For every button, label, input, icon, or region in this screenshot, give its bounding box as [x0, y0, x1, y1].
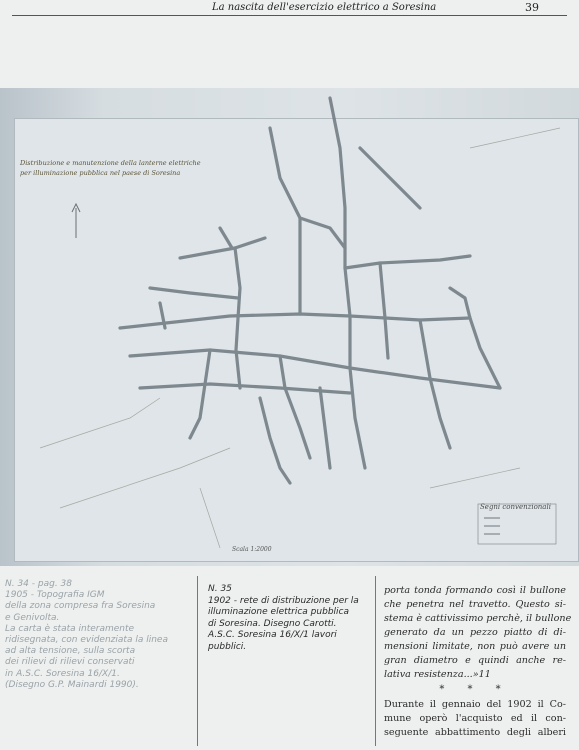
street: [120, 314, 470, 328]
caption-line: N. 34 - pag. 38: [5, 579, 72, 589]
caption-line: dei rilievi di rilievi conservati: [5, 657, 135, 668]
street: [270, 128, 300, 314]
street: [150, 288, 238, 298]
street: [320, 388, 330, 468]
text-line: gran diametro e quindi anche re-: [384, 655, 566, 666]
text-line: mune operò l'acquisto ed il con-: [384, 713, 566, 724]
text-line: generato da un pezzo piatto di di-: [384, 627, 566, 638]
text-line: seguente abbattimento degli alberi: [384, 727, 566, 738]
map-scale-note: Scala 1:2000: [232, 546, 272, 553]
text-line: mensioni limitate, non può avere un: [384, 641, 566, 652]
caption-line: e Genivolta.: [5, 612, 60, 623]
street: [330, 98, 365, 468]
street: [280, 356, 310, 458]
street: [420, 320, 450, 448]
text-line: Durante il gennaio del 1902 il Co-: [384, 699, 566, 710]
street: [470, 318, 500, 388]
caption-line: 1902 - rete di distribuzione per la: [208, 595, 359, 606]
running-header: [0, 0, 579, 22]
text-line: che penetra nel travetto. Questo si-: [384, 599, 566, 610]
street: [345, 256, 470, 268]
text-line: lativa resistenza...»11: [384, 669, 491, 680]
street: [450, 288, 470, 318]
boundary-line: [430, 468, 520, 488]
caption-line: della zona compresa fra Soresina: [5, 601, 156, 612]
street: [300, 218, 345, 248]
caption-line: 1905 - Topografia IGM: [5, 590, 105, 601]
column-rule: [197, 576, 198, 746]
map-legend-title: Segni convenzionali: [480, 503, 551, 511]
figure-caption-34: [5, 579, 185, 691]
caption-line: (Disegno G.P. Mainardi 1990).: [5, 679, 139, 690]
page-number: 39: [521, 1, 543, 14]
street: [130, 350, 500, 388]
caption-line: La carta è stata interamente: [5, 623, 135, 634]
caption-line: N. 35: [208, 584, 232, 594]
body-text-column: [384, 584, 572, 740]
text-line: stema è cattivissimo perchè, il bullone: [384, 613, 572, 624]
map-title-line: per illuminazione pubblica nel paese di Soresina: [20, 169, 181, 177]
caption-line: illuminazione elettrica pubblica: [208, 607, 349, 617]
street: [235, 248, 240, 388]
header-rule: [12, 15, 567, 16]
caption-line: ridisegnata, con evidenziata la linea: [5, 635, 168, 646]
caption-line: pubblici.: [208, 641, 247, 652]
section-break: * * *: [439, 684, 511, 695]
quoted-passage: [384, 584, 572, 682]
street: [380, 263, 388, 358]
street: [260, 398, 290, 483]
street: [360, 148, 420, 208]
boundary-line: [60, 448, 230, 508]
street: [190, 350, 210, 438]
figure-caption-35: [208, 584, 368, 653]
caption-line: A.S.C. Soresina 16/X/1 lavori: [208, 630, 337, 640]
map-title: [20, 158, 201, 178]
boundary-line: [200, 488, 220, 548]
street: [180, 238, 265, 258]
street: [220, 228, 232, 248]
boundary-line: [40, 398, 160, 448]
running-title: La nascita dell'esercizio elettrico a Soresina: [208, 2, 440, 13]
caption-line: ad alta tensione, sulla scorta: [5, 646, 136, 657]
caption-line: in A.S.C. Soresina 16/X/1.: [5, 668, 120, 679]
map-title-line: Distribuzione e manutenzione della lanterne elettriche: [20, 159, 201, 167]
boundary-line: [470, 128, 560, 148]
text-line: porta tonda formando così il bullone: [384, 585, 566, 596]
caption-line: di Soresina. Disegno Carotti.: [208, 618, 337, 629]
column-rule: [375, 576, 376, 746]
